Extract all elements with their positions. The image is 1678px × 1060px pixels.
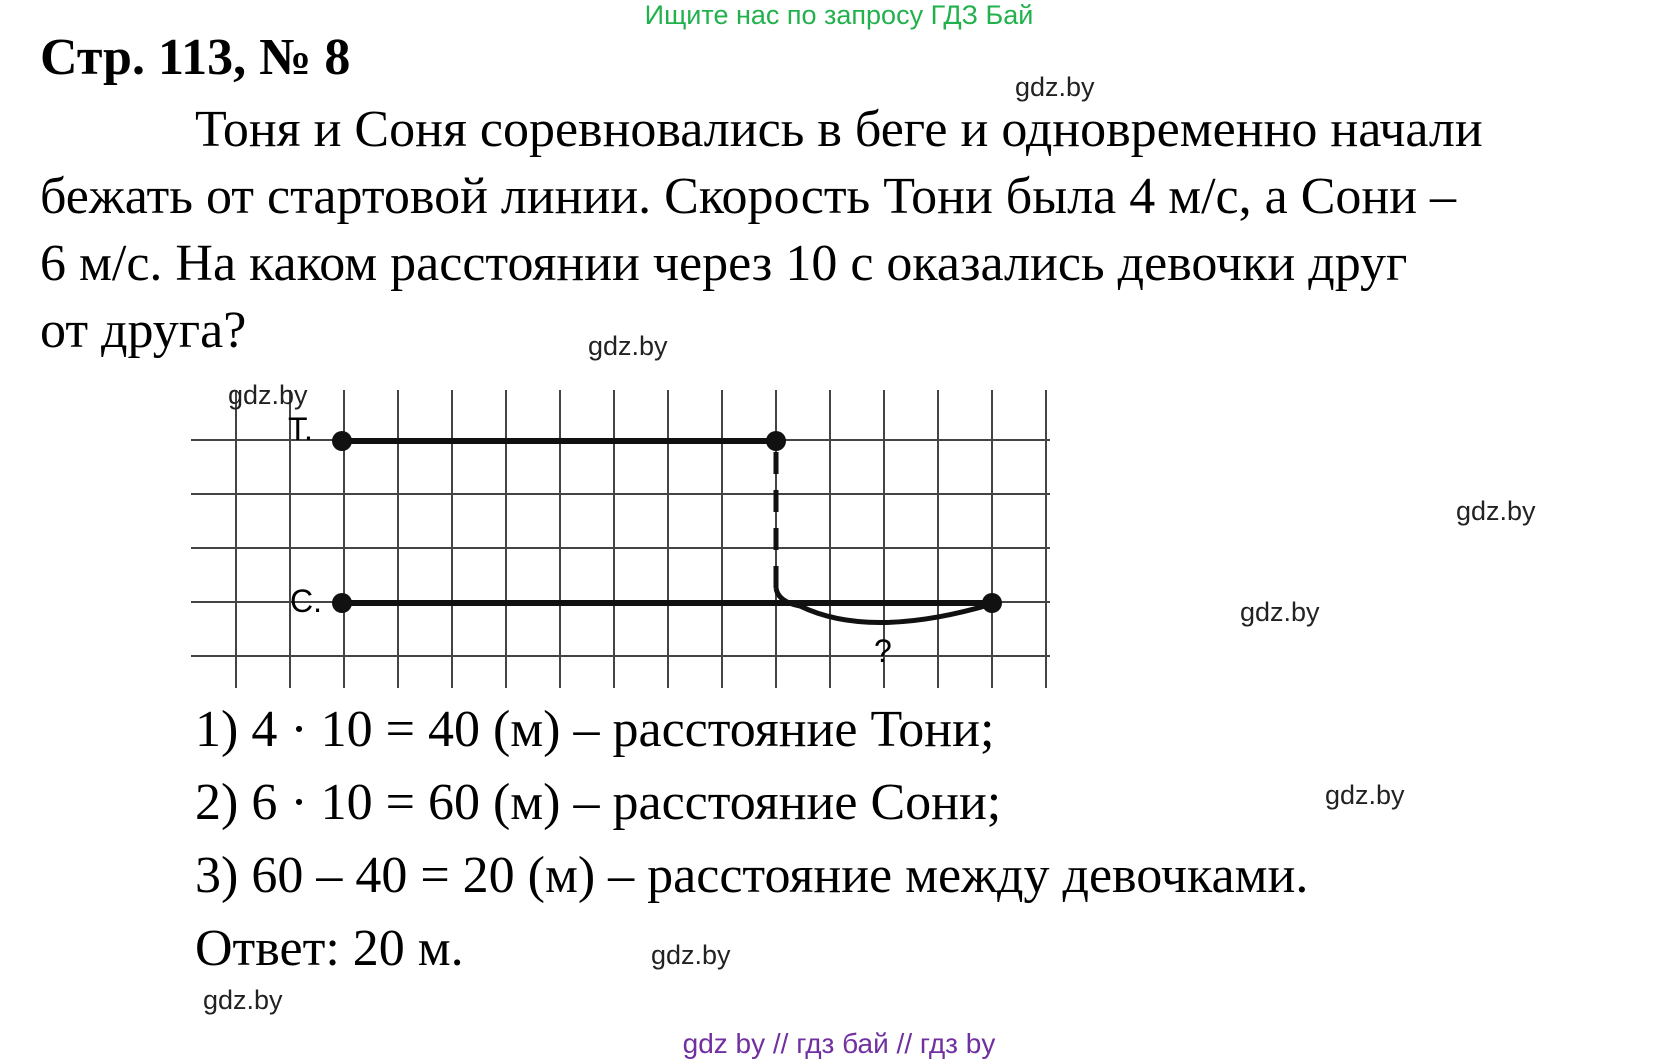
page-heading: Стр. 113, № 8 bbox=[40, 29, 351, 86]
grid bbox=[191, 390, 1050, 688]
problem-line-4: от друга? bbox=[40, 302, 247, 359]
watermark: gdz.by bbox=[1456, 496, 1536, 526]
question-mark: ? bbox=[874, 633, 892, 669]
problem-line-3: 6 м/с. На каком расстоянии через 10 с оказались девочки друг bbox=[40, 235, 1408, 292]
solution-step-3: 3) 60 – 40 = 20 (м) – расстояние между девочками. bbox=[195, 847, 1309, 904]
watermark: gdz.by bbox=[1325, 780, 1405, 810]
solution-step-2: 2) 6 · 10 = 60 (м) – расстояние Сони; bbox=[195, 774, 1002, 831]
sonya-start-point bbox=[332, 593, 352, 613]
tonya-start-point bbox=[332, 431, 352, 451]
answer-line: Ответ: 20 м. bbox=[195, 920, 464, 977]
sonya-end-point bbox=[982, 593, 1002, 613]
solution-step-1: 1) 4 · 10 = 40 (м) – расстояние Тони; bbox=[195, 701, 995, 758]
watermark: gdz.by bbox=[1240, 597, 1320, 627]
label-tonya: Т. bbox=[288, 411, 313, 447]
problem-line-1: Тоня и Соня соревновались в беге и одновременно начали bbox=[195, 101, 1483, 158]
watermark: gdz.by bbox=[203, 985, 283, 1015]
label-sonya: С. bbox=[290, 583, 322, 619]
watermark: gdz.by bbox=[651, 940, 731, 970]
watermark: gdz.by bbox=[1015, 72, 1095, 102]
watermark: gdz.by bbox=[228, 380, 308, 410]
problem-line-2: бежать от стартовой линии. Скорость Тони была 4 м/с, а Сони – bbox=[40, 168, 1457, 225]
top-banner: Ищите нас по запросу ГДЗ Бай bbox=[644, 0, 1034, 30]
tonya-end-point bbox=[766, 431, 786, 451]
footer-links: gdz by // гдз бай // гдз by bbox=[682, 1028, 996, 1059]
watermark: gdz.by bbox=[588, 331, 668, 361]
